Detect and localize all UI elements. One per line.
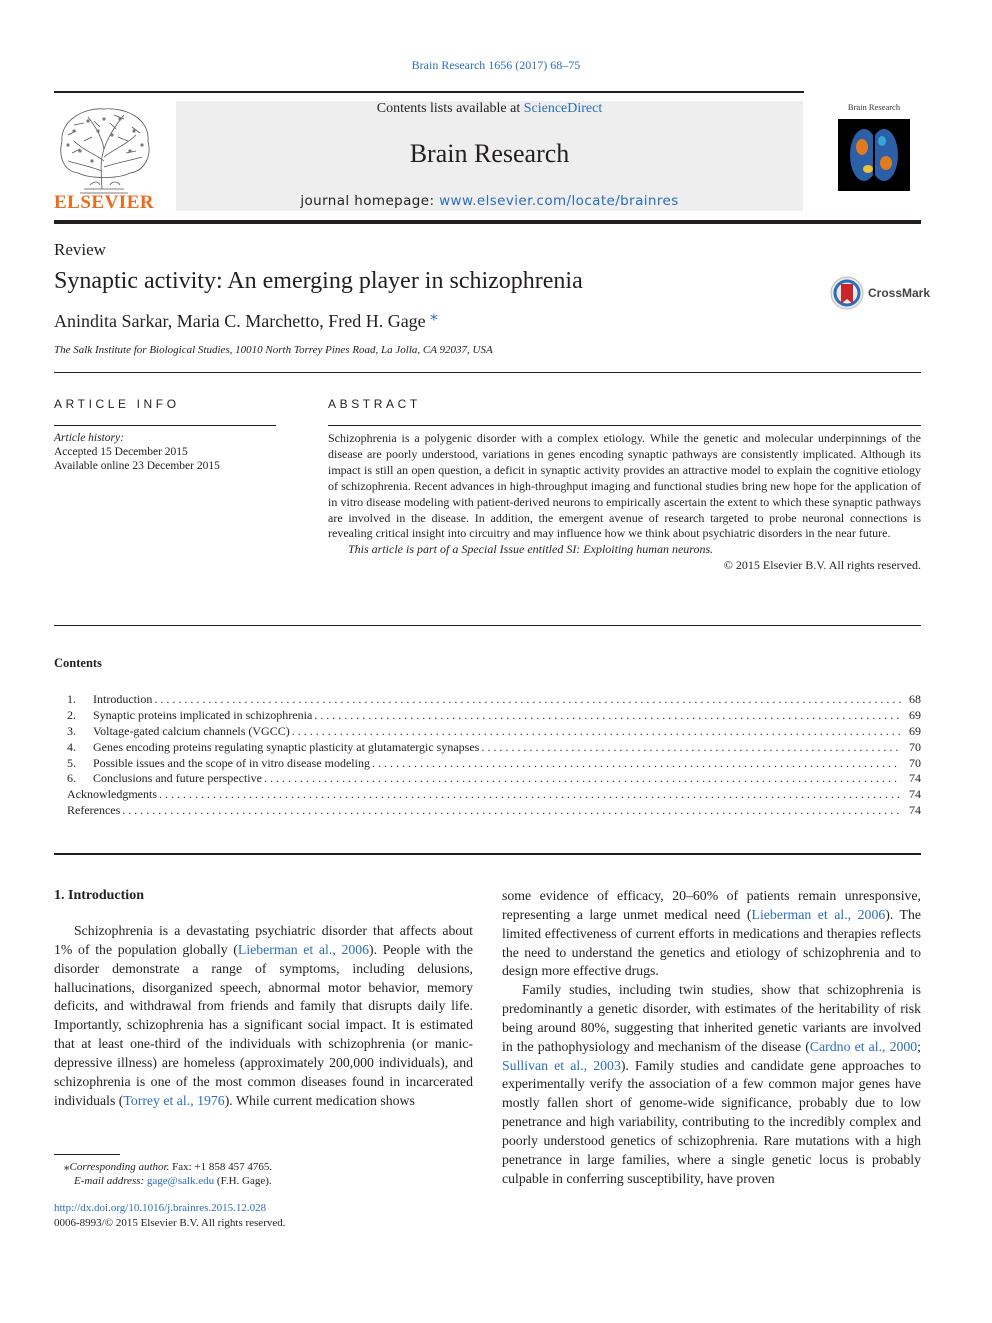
journal-title: Brain Research (409, 139, 570, 168)
toc-title: Genes encoding proteins regulating synaptic plasticity at glutamatergic synapses (93, 739, 480, 754)
text-run: Schizophrenia is a devastating psychiatric disorder that affects about 1% of the population globally ( (54, 923, 473, 957)
toc-title: Introduction (93, 692, 153, 706)
toc-page: 70 (909, 755, 921, 770)
citation-link[interactable]: Sullivan et al., 2003 (502, 1057, 621, 1073)
article-info-heading: ARTICLE INFO (54, 397, 180, 411)
accepted-date: Accepted 15 December 2015 (54, 446, 188, 458)
issn-copyright: 0006-8993/© 2015 Elsevier B.V. All rights reserved. (54, 1216, 286, 1229)
doi-link[interactable]: http://dx.doi.org/10.1016/j.brainres.2015.12.028 (54, 1202, 267, 1214)
special-issue-note: This article is part of a Special Issue entitled SI: Exploiting human neurons. (348, 542, 714, 557)
affiliation: The Salk Institute for Biological Studies, 10010 North Torrey Pines Road, La Jolla, CA 92037, USA (54, 344, 493, 356)
text-run: ). The limited effectiveness of current efforts in medications and therapies reflects the need to understand the genetics and etiology of schizophrenia and to design more effective drugs. (502, 906, 922, 979)
section-heading-introduction: 1. Introduction (54, 888, 144, 903)
toc-leader (372, 756, 901, 772)
header-thick-rule (54, 220, 921, 224)
contents-heading: Contents (54, 656, 102, 670)
toc-number: 5. (67, 755, 76, 770)
toc-page: 74 (909, 803, 921, 818)
toc-item[interactable] (67, 740, 921, 756)
text-run: ). Family studies and candidate gene approaches to experimentally verify the association of a few common major genes have mostly fallen short of genome-wide significance, probably due to low penetrance and high variability, contributing to the incredibly complex and poorly understood genetics of schizophrenia. Rare mutations with a high penetrance in large families, where a single genetic locus is probably culpable in conferring susceptibility, have proven (502, 1057, 921, 1186)
toc-page: 74 (909, 771, 921, 786)
abstract-body (328, 431, 921, 574)
toc-page: 70 (909, 739, 921, 754)
abstract-rule (328, 425, 921, 426)
toc-item[interactable] (67, 708, 921, 724)
sciencedirect-link[interactable]: ScienceDirect (523, 101, 603, 116)
text-run: some evidence of efficacy, 20–60% of patients remain unresponsive, representing a large unmet medical need ( (502, 888, 921, 922)
intro-paragraph-2 (502, 981, 921, 1188)
fax-number: Fax: +1 858 457 4765. (169, 1161, 273, 1173)
corresponding-footnote (54, 1160, 272, 1188)
doi-block (54, 1201, 286, 1230)
publisher-name: ELSEVIER (54, 192, 155, 213)
toc-number: 6. (67, 771, 76, 786)
toc-item[interactable] (67, 692, 921, 708)
toc-page: 68 (909, 692, 921, 706)
toc-item[interactable] (67, 756, 921, 772)
toc-page: 69 (909, 723, 921, 738)
intro-paragraph-1-cont (502, 887, 921, 981)
toc-title: Synaptic proteins implicated in schizophrenia (93, 707, 313, 722)
body-column-right (502, 887, 921, 1189)
toc-number: 1. (67, 692, 76, 706)
citation-link[interactable]: Torrey et al., 1976 (123, 1092, 225, 1108)
footnote-mark: ⁎ (64, 1161, 70, 1173)
footnote-rule (54, 1154, 120, 1155)
abstract-heading: ABSTRACT (328, 397, 421, 411)
toc-leader (122, 803, 901, 819)
toc-item[interactable] (67, 771, 921, 787)
toc-item[interactable] (67, 724, 921, 740)
citation-link[interactable]: Cardno et al., 2000 (809, 1038, 918, 1054)
crossmark-icon[interactable] (830, 276, 864, 310)
text-run: Family studies, including twin studies, show that schizophrenia is predominantly a genetic disorder, with estimates of the heritability of risk being around 80%, suggesting that inherited genetic variants are involved in the pathophysiology and mechanism of the disease ( (502, 982, 921, 1054)
email-label: E-mail address: (74, 1175, 147, 1187)
homepage-prefix: journal homepage: (300, 193, 440, 209)
toc-title: Possible issues and the scope of in vitro disease modeling (93, 755, 370, 770)
article-history (54, 431, 220, 473)
journal-homepage-line (176, 193, 803, 209)
email-link[interactable]: gage@salk.edu (146, 1175, 215, 1187)
email-owner: (F.H. Gage). (214, 1175, 272, 1187)
article-info-rule (54, 425, 276, 426)
author-list (54, 308, 438, 332)
toc-leader (292, 724, 901, 740)
abstract-text: Schizophrenia is a polygenic disorder with a complex etiology. While the genetic and molecular underpinnings of the disease are poorly understood, variations in genes encoding synaptic pathways are consistently implicated. Although its impact is still an open question, a deficit in synaptic activity provides an attractive model to explain the cognitive etiology of schizophrenia. Recent advances in high-throughput imaging and functional studies bring new hope for the application of in vitro disease modeling with patient-derived neurons to empirically ascertain the extent to which these synaptic pathways are involved in the disease. In addition, the emergent avenue of research targeted to probe neuronal connections is revealing critical insight into circuitry and may influence how we think about psychiatric disorders in the near future. (328, 431, 921, 541)
divider (54, 372, 921, 373)
intro-paragraph-1 (54, 922, 473, 1110)
contents-prefix: Contents lists available at (376, 101, 524, 116)
text-run: ). While current medication shows (224, 1092, 415, 1108)
toc-item[interactable] (67, 787, 921, 803)
toc-leader (481, 740, 901, 756)
abstract-copyright: © 2015 Elsevier B.V. All rights reserved. (723, 558, 921, 573)
cover-title: Brain Research (847, 102, 901, 112)
toc-number: 2. (67, 707, 76, 722)
journal-cover-image (838, 119, 910, 191)
table-of-contents (67, 692, 921, 819)
citation-link[interactable]: Lieberman et al., 2006 (237, 941, 370, 957)
corresponding-label: Corresponding author. (69, 1161, 170, 1173)
header-top-rule (54, 91, 804, 93)
toc-page: 74 (909, 787, 921, 802)
divider (54, 625, 921, 626)
text-run: ; (917, 1038, 922, 1054)
toc-page: 69 (909, 707, 921, 722)
running-head[interactable]: Brain Research 1656 (2017) 68–75 (411, 58, 581, 72)
toc-leader (154, 692, 901, 708)
toc-leader (314, 708, 901, 724)
toc-title: References (67, 803, 121, 818)
divider (54, 853, 921, 855)
text-run: ). People with the disorder demonstrate a range of symptoms, including delusions, hallucinations, disorganized speech, abnormal motor behavior, memory deficits, and withdrawal from friends and family that disrupts daily life. Importantly, schizophrenia has a significant social impact. It is estimated that at least one-third of the individuals with schizophrenia (or manic-depressive illness) are homeless (approximately 200,000 individuals), and schizophrenia is one of the most common diseases found in incarcerated individuals ( (54, 941, 474, 1108)
citation-link[interactable]: Lieberman et al., 2006 (751, 906, 886, 922)
toc-title: Acknowledgments (67, 787, 157, 802)
toc-leader (264, 771, 901, 787)
history-label: Article history: (54, 432, 124, 444)
toc-title: Conclusions and future perspective (93, 771, 262, 786)
author-names: Anindita Sarkar, Maria C. Marchetto, Fred H. Gage (54, 311, 426, 331)
toc-number: 3. (67, 723, 76, 738)
corresponding-author-mark[interactable]: ⁎ (430, 308, 438, 324)
online-date: Available online 23 December 2015 (54, 460, 220, 472)
article-type: Review (54, 240, 106, 259)
article-title: Synaptic activity: An emerging player in schizophrenia (54, 268, 583, 294)
crossmark-label[interactable]: CrossMark (868, 286, 931, 300)
contents-available-line (176, 101, 803, 117)
toc-item[interactable] (67, 803, 921, 819)
homepage-link[interactable]: www.elsevier.com/locate/brainres (439, 193, 679, 209)
toc-number: 4. (67, 739, 76, 754)
toc-leader (159, 787, 901, 803)
body-column-left (54, 922, 473, 1110)
toc-title: Voltage-gated calcium channels (VGCC) (93, 723, 290, 738)
